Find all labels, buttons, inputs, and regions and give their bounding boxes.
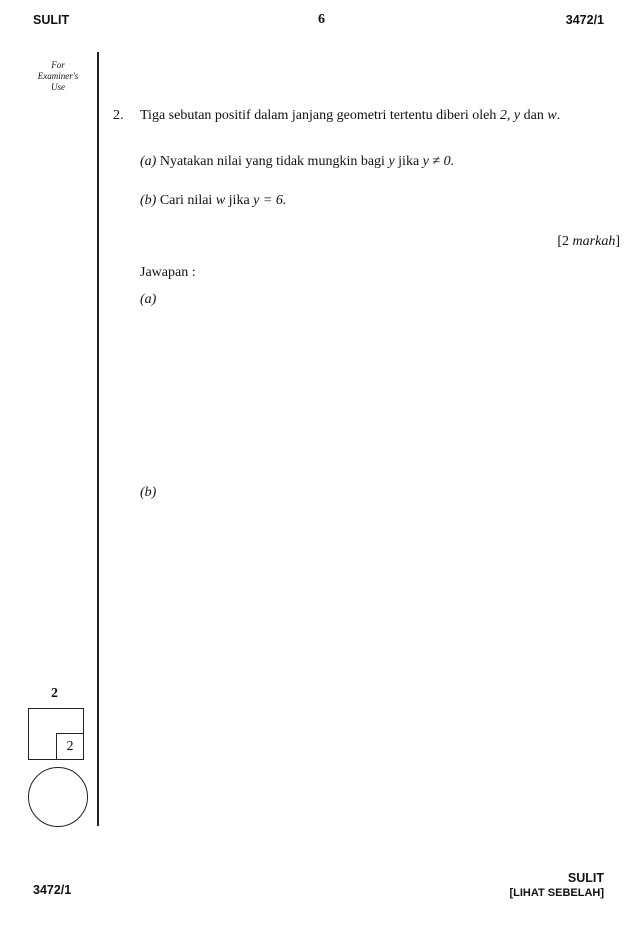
answer-part-a-label: (a) <box>140 292 157 307</box>
question-stem <box>140 108 560 124</box>
part-a-text: Nyatakan nilai yang tidak mungkin bagi <box>159 154 389 169</box>
marks-allocation <box>557 234 620 250</box>
part-b-question <box>140 193 286 209</box>
part-b-condition: y = 6. <box>253 193 287 208</box>
question-number: 2. <box>113 108 124 123</box>
examiner-note-line2: Examiner's <box>37 71 79 81</box>
answer-label: Jawapan : <box>140 265 196 280</box>
stem-terms: 2, y <box>499 108 521 123</box>
marks-open: [2 <box>557 234 573 249</box>
part-a-question <box>140 154 454 170</box>
examiner-use-note <box>30 60 86 93</box>
header-code: 3472/1 <box>565 13 604 27</box>
part-a-condition: y ≠ 0. <box>422 154 455 169</box>
answer-part-b-label: (b) <box>140 485 157 500</box>
examiner-note-line1: For <box>51 60 65 70</box>
part-a-label: (a) <box>140 154 157 169</box>
max-marks-box: 2 <box>56 733 84 760</box>
part-b-text: Cari nilai <box>159 193 216 208</box>
page-number: 6 <box>318 12 325 27</box>
examiner-note-line3: Use <box>51 82 65 92</box>
part-b-jika: jika <box>225 193 254 208</box>
footer-sulit: SULIT <box>567 871 604 885</box>
margin-divider <box>97 52 99 826</box>
footer-lihat-sebelah: [LIHAT SEBELAH] <box>509 887 604 899</box>
stem-w: w <box>547 108 557 123</box>
footer-code: 3472/1 <box>33 883 72 897</box>
stem-dan: dan <box>520 108 548 123</box>
marks-close: ] <box>615 234 620 249</box>
part-b-label: (b) <box>140 193 157 208</box>
examiner-mark-circle <box>28 767 88 827</box>
score-question-number: 2 <box>51 686 58 701</box>
part-b-w: w <box>215 193 226 208</box>
part-a-y: y <box>388 154 395 169</box>
header-sulit: SULIT <box>33 13 70 27</box>
stem-text: Tiga sebutan positif dalam janjang geometri tertentu diberi oleh <box>140 108 500 123</box>
stem-end: . <box>556 108 561 123</box>
part-a-jika: jika <box>394 154 423 169</box>
marks-word: markah <box>572 234 616 249</box>
